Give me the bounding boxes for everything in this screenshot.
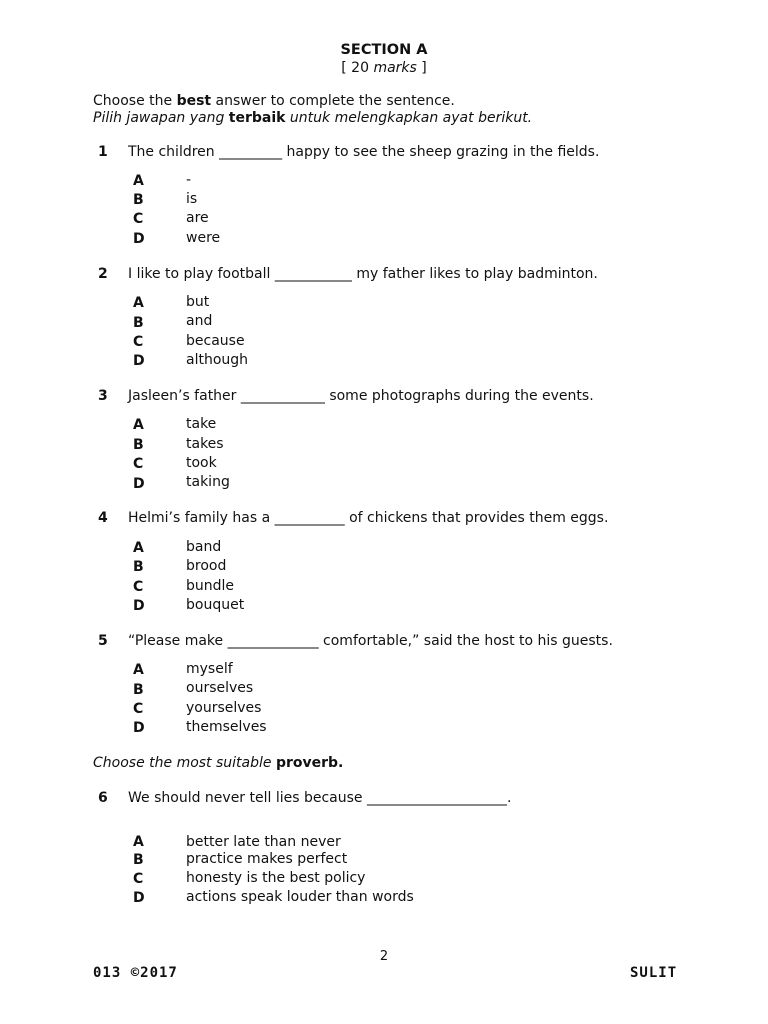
option-text: bouquet xyxy=(186,597,245,613)
option-text: because xyxy=(186,333,245,349)
option-text: took xyxy=(186,455,217,471)
option-text: yourselves xyxy=(186,700,262,716)
option-text: were xyxy=(186,230,221,246)
question-text: We should never tell lies because ____________________. xyxy=(128,790,512,806)
option-text: take xyxy=(186,416,217,432)
option-text: are xyxy=(186,210,209,226)
option-text: taking xyxy=(186,474,230,490)
option-text: practice makes perfect xyxy=(186,851,348,867)
option-letter: A xyxy=(133,834,144,850)
option-text: honesty is the best policy xyxy=(186,870,366,886)
question-text: Helmi’s family has a __________ of chickens that provides them eggs. xyxy=(128,510,609,526)
option-letter: C xyxy=(133,579,144,595)
option-letter: C xyxy=(133,701,144,717)
option-text: myself xyxy=(186,661,233,677)
option-letter: C xyxy=(133,456,144,472)
section-marks: [ 20 marks ] xyxy=(341,60,427,76)
option-letter: C xyxy=(133,871,144,887)
question-text: “Please make _____________ comfortable,” said the host to his guests. xyxy=(128,633,613,649)
footer-code: 013 ©2017 xyxy=(93,965,178,981)
instruction-english: Choose the best answer to complete the sentence. xyxy=(93,93,455,109)
option-letter: A xyxy=(133,417,144,433)
option-letter: B xyxy=(133,852,144,868)
question-number: 1 xyxy=(98,144,108,160)
page-number: 2 xyxy=(379,949,389,964)
option-letter: D xyxy=(133,476,145,492)
option-letter: C xyxy=(133,211,144,227)
question-number: 6 xyxy=(98,790,108,806)
option-letter: D xyxy=(133,720,145,736)
option-letter: A xyxy=(133,173,144,189)
option-letter: A xyxy=(133,540,144,556)
question-text: I like to play football ___________ my father likes to play badminton. xyxy=(128,266,598,282)
option-letter: A xyxy=(133,295,144,311)
option-text: is xyxy=(186,191,198,207)
question-text: Jasleen’s father ____________ some photographs during the events. xyxy=(128,388,594,404)
option-letter: B xyxy=(133,437,144,453)
question-number: 5 xyxy=(98,633,108,649)
footer-classification: SULIT xyxy=(630,965,678,981)
question-number: 4 xyxy=(98,510,108,526)
option-text: although xyxy=(186,352,249,368)
question-text: The children _________ happy to see the sheep grazing in the fields. xyxy=(128,144,600,160)
option-letter: B xyxy=(133,192,144,208)
option-text: brood xyxy=(186,558,227,574)
option-text: bundle xyxy=(186,578,235,594)
option-text: themselves xyxy=(186,719,267,735)
option-letter: B xyxy=(133,559,144,575)
option-letter: B xyxy=(133,315,144,331)
question-number: 2 xyxy=(98,266,108,282)
option-text: and xyxy=(186,313,213,329)
question-number: 3 xyxy=(98,388,108,404)
option-letter: C xyxy=(133,334,144,350)
option-letter: D xyxy=(133,598,145,614)
option-text: - xyxy=(186,172,192,188)
proverb-instruction: Choose the most suitable proverb. xyxy=(93,755,344,771)
option-letter: B xyxy=(133,682,144,698)
instruction-malay: Pilih jawapan yang terbaik untuk melengkapkan ayat berikut. xyxy=(93,110,533,126)
option-letter: D xyxy=(133,890,145,906)
option-text: band xyxy=(186,539,222,555)
option-text: better late than never xyxy=(186,834,341,850)
option-letter: A xyxy=(133,662,144,678)
option-text: takes xyxy=(186,436,224,452)
option-letter: D xyxy=(133,231,145,247)
section-title: SECTION A xyxy=(340,42,428,58)
option-letter: D xyxy=(133,353,145,369)
option-text: but xyxy=(186,294,210,310)
option-text: ourselves xyxy=(186,680,254,696)
option-text: actions speak louder than words xyxy=(186,889,414,905)
